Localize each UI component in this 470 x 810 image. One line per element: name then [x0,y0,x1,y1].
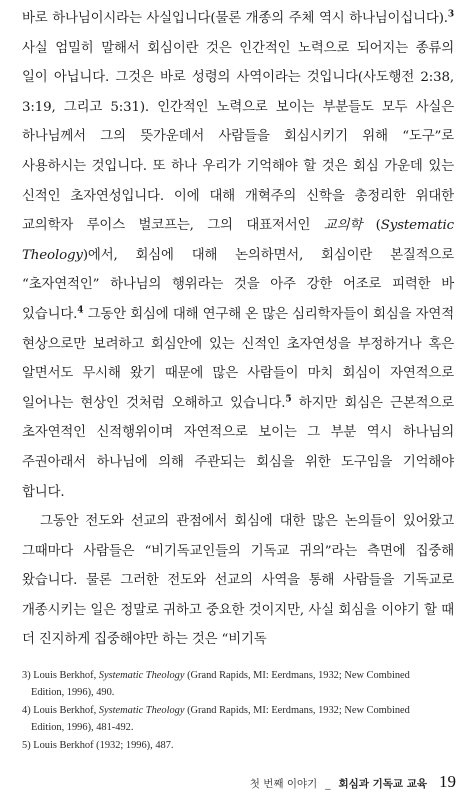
chapter-label: 첫 번째 이야기 [249,778,318,790]
footnote-edition: Edition, 1996), 490. [31,687,115,699]
footnote-number: 5) [22,739,31,751]
paragraph-1-text-a: 바로 하나님이시라는 사실입니다(물론 개종의 주체 역시 하나님이십니다). [22,11,448,26]
paren-open: ( [362,218,381,234]
paragraph-1-text-b: 사실 엄밀히 말해서 회심이란 것은 인간적인 노력으로 되어지는 종류의 일이 아닙니다. 그것은 바로 성령의 사역이라는 것입니다(사도행전 2:38, 3:19, 그리고 5:31). 인간적인 노력으로 보이는 부분들도 모두 사실은 하나님께서 그의 뜻가운데서 사람들을 회심시키기 위해 “도구”로 사용하시는 것입니다. 또 하나 우리가 기억해야 할 것은 회심 가운데 있는 신적인 초자연성입니다. 이에 대해 개혁주의 신학을 총정리한 위대한 교의학자 루이스 벌코프는, 그의 대표저서인 [22,40,454,234]
main-text [22,4,454,655]
book-title-english: Systematic Theology [22,218,454,263]
footnote-publication: (Grand Rapids, MI: Eerdmans, 1932; New Combined [184,670,410,681]
footnote-3 [22,667,454,702]
footnote-ref-5: 5 [285,394,292,405]
paragraph-1-text-e: 하지만 회심은 근본적으로 초자연적인 신적행위이며 자연적으로 보이는 그 부분 역시 하나님의 주권아래서 하나님에 의해 주관되는 회심을 위한 도구임을 기억해야 합니다. [22,395,454,500]
footnotes [22,667,454,754]
footnote-ref-3: 3 [447,9,454,20]
footnote-author: Louis Berkhof, [30,704,99,716]
paragraph-1 [22,4,454,507]
footnote-number: 4) [22,704,31,716]
footer-separator: _ [325,778,331,790]
footnote-edition: Edition, 1996), 481-492. [31,722,134,734]
book-title-korean: 교의학 [323,218,363,234]
footnote-publication: (Grand Rapids, MI: Eerdmans, 1932; New Combined [184,704,410,716]
footnote-author: Louis Berkhof, [30,670,99,681]
footnote-author: Louis Berkhof (1932; 1996), 487. [30,739,174,751]
footnote-title: Systematic Theology [98,670,185,681]
footnote-ref-4: 4 [77,305,84,316]
footnote-title: Systematic Theology [98,704,185,716]
paragraph-2: 그동안 전도와 선교의 관점에서 회심에 대한 많은 논의들이 있어왔고 그때마다 사람들은 “비기독교인들의 기독교 귀의”라는 측면에 집중해 왔습니다. 물론 그러한 전도와 선교의 사역을 통해 사람들을 기독교로 개종시키는 일은 정말로 귀하고 중요한 것이지만, 사실 회심을 이야기 할 때 더 진지하게 집중해야만 하는 것은 “비기독 [22,514,454,648]
page-number: 19 [439,772,456,791]
footnote-4 [22,702,454,737]
footnote-number: 3) [22,670,31,681]
paragraph-1-text-c: )에서, 회심에 대해 논의하면서, 회심이란 본질적으로 “초자연적인” 하나님의 행위라는 것을 아주 강한 어조로 피력한 바 있습니다. [22,247,454,322]
running-footer [250,772,456,794]
section-title: 회심과 기독교 교육 [338,778,427,790]
footnote-5 [22,737,454,754]
paragraph-1-text-d: 그동안 회심에 대해 연구해 온 많은 심리학자들이 회심을 자연적 현상으로만 보려하고 회심안에 있는 신적인 초자연성을 부정하거나 혹은 알면서도 무시해 왔기 때문에 많은 사람들이 마치 회심이 자연적으로 일어나는 현상인 것처럼 오해하고 있습니다. [22,306,454,411]
